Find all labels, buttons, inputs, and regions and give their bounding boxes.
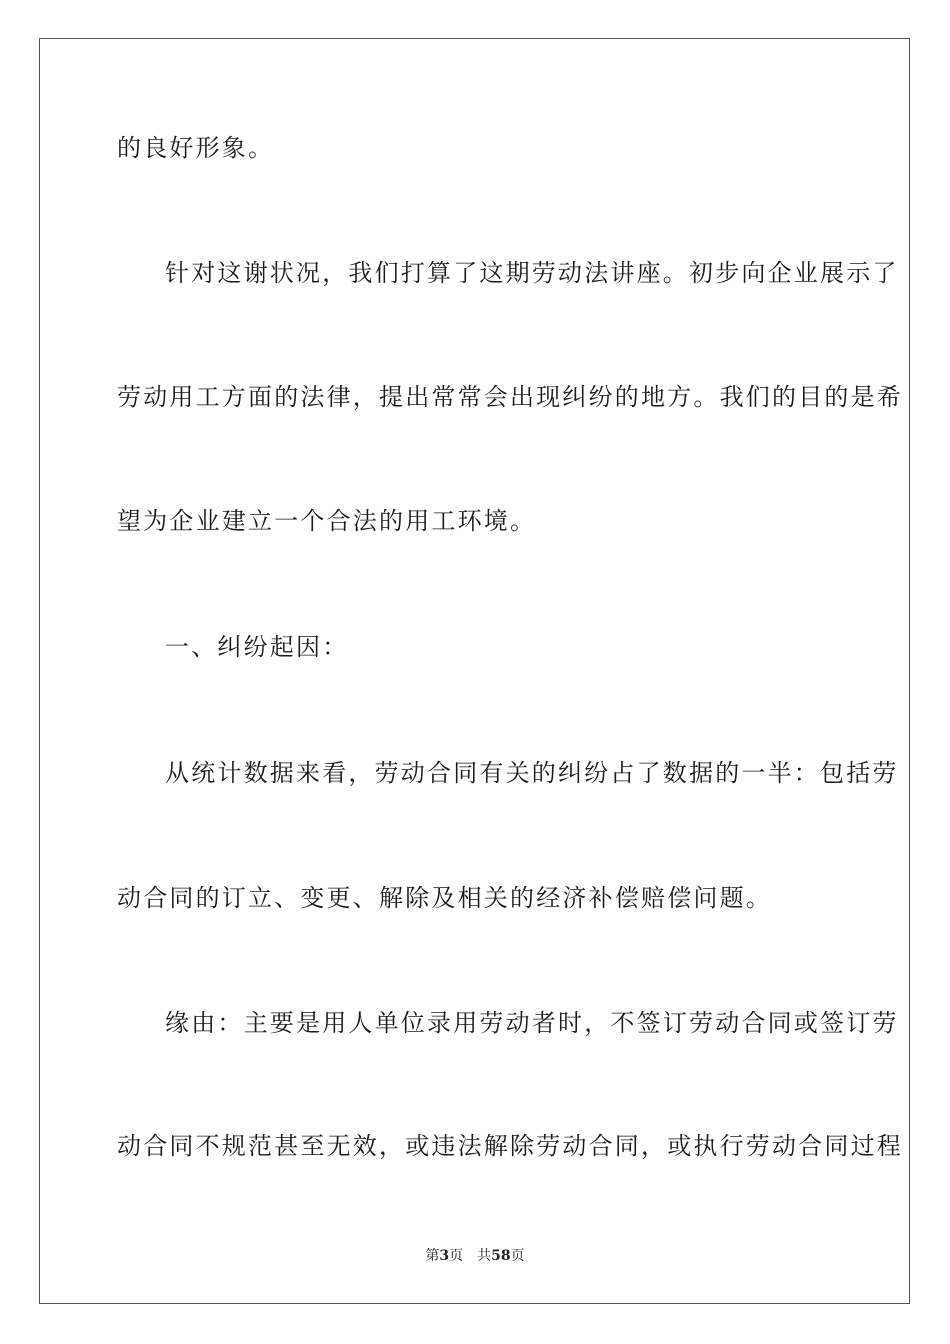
text-line: 望为企业建立一个合法的用工环境。 [117, 507, 537, 535]
page-border [39, 38, 910, 1304]
total-label-prefix: 共 [477, 1248, 492, 1264]
paragraph-first-line: 缘由：主要是用人单位录用劳动者时，不签订劳动合同或签订劳 [165, 1009, 899, 1037]
page-number: 3 [439, 1248, 450, 1264]
text-line: 劳动用工方面的法律，提出常常会出现纠纷的地方。我们的目的是希 [117, 383, 903, 411]
section-heading: 一、纠纷起因： [165, 633, 349, 661]
text-line: 动合同不规范甚至无效，或违法解除劳动合同，或执行劳动合同过程 [117, 1132, 903, 1160]
paragraph-first-line: 针对这谢状况，我们打算了这期劳动法讲座。初步向企业展示了 [165, 259, 899, 287]
page-label-prefix: 第 [425, 1248, 440, 1264]
text-line: 动合同的订立、变更、解除及相关的经济补偿赔偿问题。 [117, 884, 772, 912]
total-label-suffix: 页 [510, 1248, 525, 1264]
page-label-suffix: 页 [449, 1248, 464, 1264]
total-pages: 58 [491, 1248, 511, 1264]
paragraph-first-line: 从统计数据来看，劳动合同有关的纠纷占了数据的一半：包括劳 [165, 759, 899, 787]
text-line: 的良好形象。 [117, 134, 275, 162]
page-footer [0, 1247, 950, 1265]
